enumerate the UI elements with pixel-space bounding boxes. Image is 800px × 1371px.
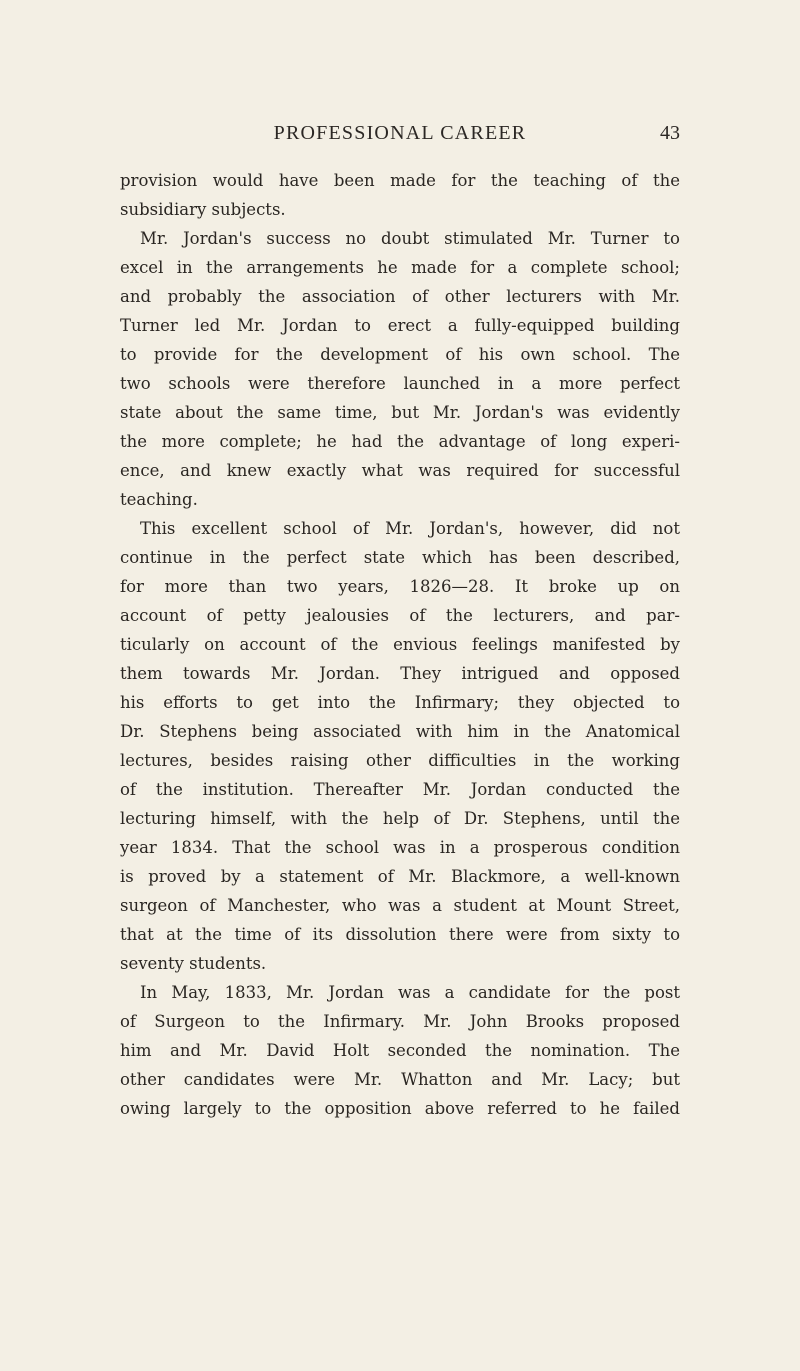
- text-line: and probably the association of other lecturers with Mr.: [120, 287, 680, 306]
- text-line: two schools were therefore launched in a more perfect: [120, 374, 680, 393]
- text-line: subsidiary subjects.: [120, 200, 286, 219]
- page-number: 43: [660, 122, 680, 144]
- text-line: lecturing himself, with the help of Dr. Stephens, until the: [120, 809, 680, 828]
- text-line: for more than two years, 1826—28. It broke up on: [120, 577, 680, 596]
- text-line: is proved by a statement of Mr. Blackmore, a well-known: [120, 867, 680, 886]
- text-line: excel in the arrangements he made for a complete school;: [120, 258, 680, 277]
- text-line: continue in the perfect state which has been described,: [120, 548, 680, 567]
- text-line: surgeon of Manchester, who was a student at Mount Street,: [120, 896, 680, 915]
- text-line: of Surgeon to the Infirmary. Mr. John Brooks proposed: [120, 1012, 680, 1031]
- text-line: account of petty jealousies of the lecturers, and par-: [120, 606, 680, 625]
- text-line: lectures, besides raising other difficulties in the working: [120, 751, 680, 770]
- text-line: of the institution. Thereafter Mr. Jordan conducted the: [120, 780, 680, 799]
- text-line: state about the same time, but Mr. Jordan's was evidently: [120, 403, 680, 422]
- text-line: owing largely to the opposition above referred to he failed: [120, 1099, 680, 1118]
- body-text: [120, 166, 680, 1123]
- paragraph-start-line: In May, 1833, Mr. Jordan was a candidate for the post: [140, 983, 680, 1002]
- paragraph-start-line: This excellent school of Mr. Jordan's, however, did not: [140, 519, 680, 538]
- text-line: them towards Mr. Jordan. They intrigued and opposed: [120, 664, 680, 683]
- text-line: Dr. Stephens being associated with him in the Anatomical: [120, 722, 680, 741]
- text-line: teaching.: [120, 490, 198, 509]
- text-line: seventy students.: [120, 954, 267, 973]
- text-line: the more complete; he had the advantage of long experi-: [120, 432, 680, 451]
- text-line: ence, and knew exactly what was required for successful: [120, 461, 680, 480]
- text-line: other candidates were Mr. Whatton and Mr. Lacy; but: [120, 1070, 680, 1089]
- text-line: Turner led Mr. Jordan to erect a fully-equipped building: [120, 316, 680, 335]
- text-line: his efforts to get into the Infirmary; they objected to: [120, 693, 680, 712]
- text-line: that at the time of its dissolution there were from sixty to: [120, 925, 680, 944]
- text-line: year 1834. That the school was in a prosperous condition: [120, 838, 680, 857]
- paragraph-start-line: Mr. Jordan's success no doubt stimulated Mr. Turner to: [140, 229, 680, 248]
- running-title: PROFESSIONAL CAREER: [273, 122, 527, 144]
- text-line: to provide for the development of his own school. The: [120, 345, 680, 364]
- text-line: him and Mr. David Holt seconded the nomination. The: [120, 1041, 680, 1060]
- running-head: [120, 118, 680, 148]
- text-line: provision would have been made for the teaching of the: [120, 171, 680, 190]
- text-line: ticularly on account of the envious feelings manifested by: [120, 635, 680, 654]
